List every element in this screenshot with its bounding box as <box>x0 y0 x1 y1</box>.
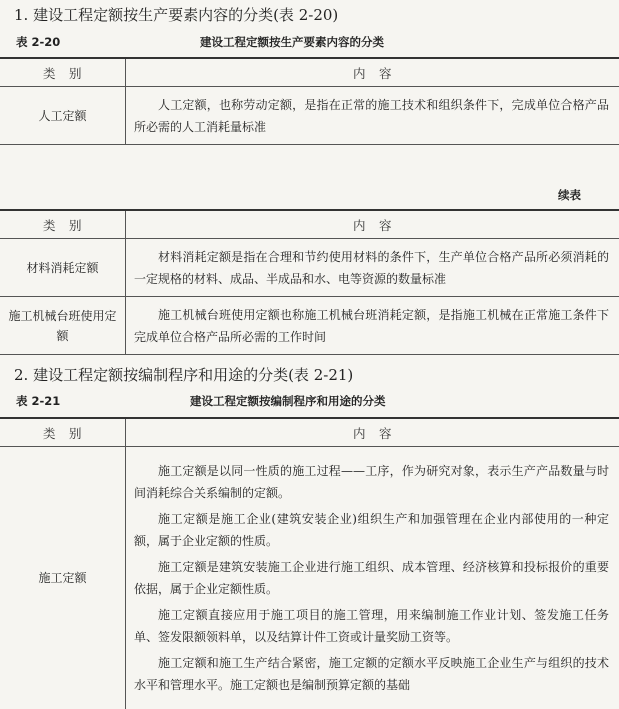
header-category: 类 别 <box>0 418 126 447</box>
table-2-20-title: 建设工程定额按生产要素内容的分类 <box>200 34 384 50</box>
table-row <box>0 239 619 297</box>
header-category: 类 别 <box>0 58 126 87</box>
section-1-heading: 1. 建设工程定额按生产要素内容的分类(表 2-20) <box>14 6 338 24</box>
section-2-heading: 2. 建设工程定额按编制程序和用途的分类(表 2-21) <box>14 366 353 384</box>
header-content: 内 容 <box>126 210 619 239</box>
table-row <box>0 87 619 145</box>
category-cell: 施工机械台班使用定额 <box>0 297 126 355</box>
content-paragraph: 施工定额是建筑安装施工企业进行施工组织、成本管理、经济核算和投标报价的重要依据，属于企业定额性质。 <box>134 556 609 600</box>
content-paragraph: 施工定额是以同一性质的施工过程——工序，作为研究对象，表示生产产品数量与时间消耗综合关系编制的定额。 <box>134 460 609 504</box>
table-header-row <box>0 418 619 447</box>
table-2-20-continued <box>0 209 619 355</box>
table-row <box>0 297 619 355</box>
table-header-row <box>0 210 619 239</box>
content-text: 材料消耗定额是指在合理和节约使用材料的条件下，生产单位合格产品所必须消耗的一定规格的材料、成品、半成品和水、电等资源的数量标准 <box>134 246 609 290</box>
table-header-row <box>0 58 619 87</box>
table-2-21 <box>0 417 619 709</box>
content-cell <box>126 239 619 297</box>
content-cell <box>126 297 619 355</box>
category-cell: 人工定额 <box>0 87 126 145</box>
table-2-21-title: 建设工程定额按编制程序和用途的分类 <box>190 393 386 409</box>
content-paragraph: 施工定额和施工生产结合紧密，施工定额的定额水平反映施工企业生产与组织的技术水平和管理水平。施工定额也是编制预算定额的基础 <box>134 652 609 696</box>
content-paragraph: 施工定额是施工企业(建筑安装企业)组织生产和加强管理在企业内部使用的一种定额，属于企业定额的性质。 <box>134 508 609 552</box>
table-2-21-number: 表 2-21 <box>16 393 60 409</box>
continued-label: 续表 <box>558 187 581 203</box>
category-cell: 施工定额 <box>0 447 126 709</box>
table-row <box>0 447 619 709</box>
header-content: 内 容 <box>126 58 619 87</box>
header-category: 类 别 <box>0 210 126 239</box>
content-text: 人工定额，也称劳动定额，是指在正常的施工技术和组织条件下，完成单位合格产品所必需的人工消耗量标准 <box>134 94 609 138</box>
table-2-20-number: 表 2-20 <box>16 34 60 50</box>
category-cell: 材料消耗定额 <box>0 239 126 297</box>
content-cell <box>126 447 619 709</box>
content-cell <box>126 87 619 145</box>
header-content: 内 容 <box>126 418 619 447</box>
content-paragraph: 施工定额直接应用于施工项目的施工管理，用来编制施工作业计划、签发施工任务单、签发限额领料单，以及结算计件工资或计量奖励工资等。 <box>134 604 609 648</box>
content-text: 施工机械台班使用定额也称施工机械台班消耗定额，是指施工机械在正常施工条件下完成单位合格产品所必需的工作时间 <box>134 304 609 348</box>
table-2-20 <box>0 57 619 145</box>
